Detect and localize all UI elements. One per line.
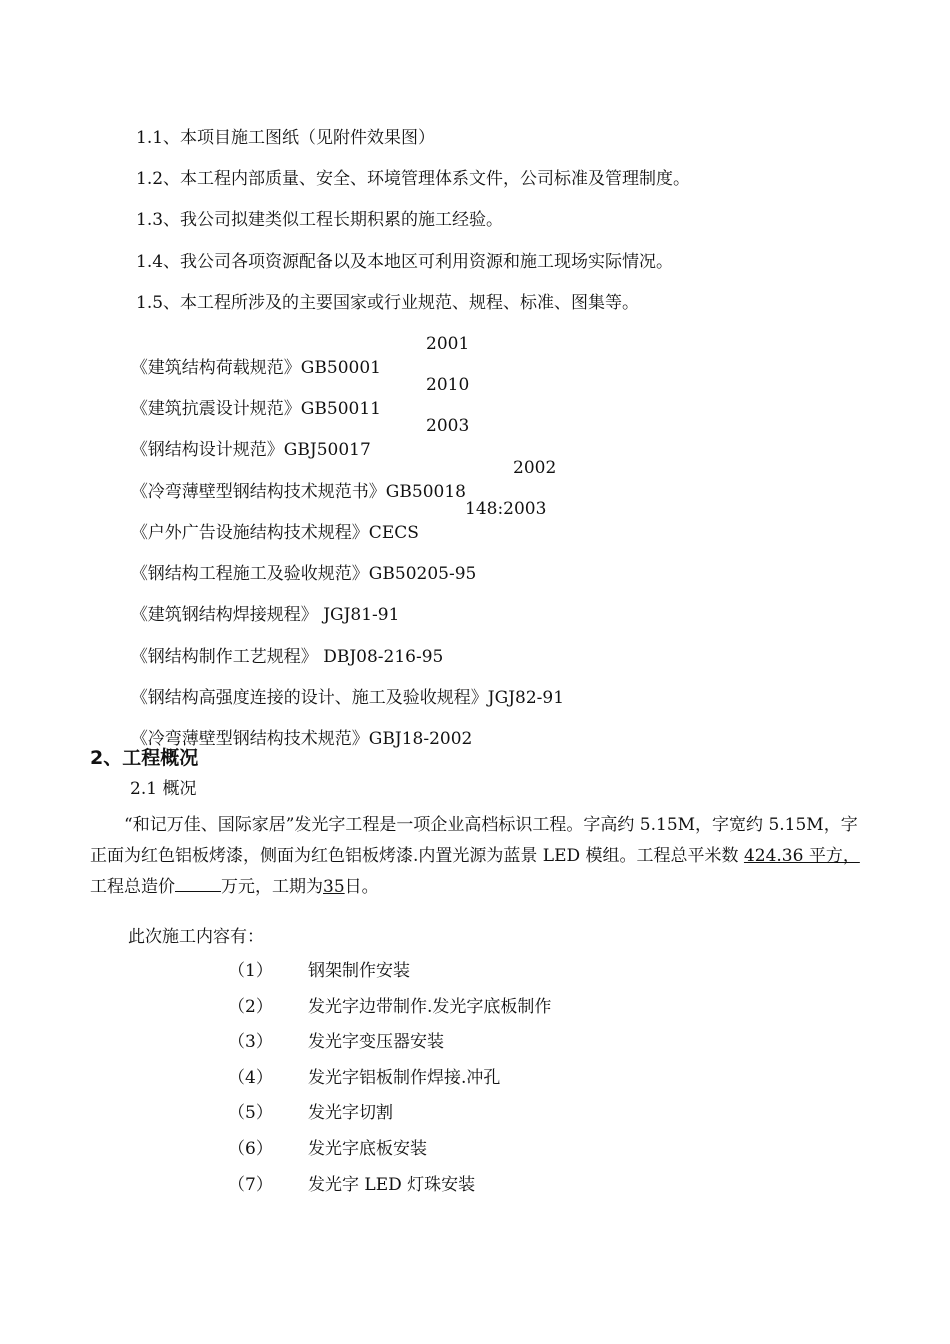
standard-name: 《户外广告设施结构技术规程》CECS: [130, 523, 419, 543]
duration-value: 35: [323, 877, 345, 897]
basis-line-3: 1.3、我公司拟建类似工程长期积累的施工经验。: [136, 210, 504, 230]
standard-name: 《建筑钢结构焊接规程》 JGJ81-91: [130, 605, 400, 625]
cost-label: 工程总造价: [90, 877, 175, 897]
standard-name: 《钢结构工程施工及验收规范》GB50205-95: [130, 564, 477, 584]
standard-year: 2003: [426, 416, 470, 436]
overview-paragraph: [90, 810, 865, 903]
standard-name: 《钢结构制作工艺规程》 DBJ08-216-95: [130, 647, 444, 667]
basis-line-5: 1.5、本工程所涉及的主要国家或行业规范、规程、标准、图集等。: [136, 293, 640, 313]
standard-name: 《钢结构高强度连接的设计、施工及验收规程》JGJ82-91: [130, 688, 565, 708]
item-text: 发光字变压器安装: [308, 1032, 444, 1052]
item-number: （4）: [228, 1068, 273, 1088]
item-text: 发光字铝板制作焊接.冲孔: [308, 1068, 501, 1088]
basis-line-1: 1.1、本项目施工图纸（见附件效果图）: [136, 128, 436, 148]
standard-item: [120, 703, 472, 751]
standard-name: 《钢结构设计规范》GBJ50017: [130, 440, 371, 460]
scope-intro: 此次施工内容有：: [128, 927, 264, 947]
overview-text: “和记万佳、国际家居”发光字工程是一项企业高档标识工程。字高约 5.15M，字宽约 5.15M，字正面为红色铝板烤漆，侧面为红色铝板烤漆.内置光源为蓝景 LED 模组。工程总平米数: [90, 815, 858, 866]
list-item: [228, 1173, 476, 1245]
item-text: 钢架制作安装: [308, 961, 410, 981]
cost-blank: [175, 874, 221, 892]
basis-line-4: 1.4、我公司各项资源配备以及本地区可利用资源和施工现场实际情况。: [136, 252, 674, 272]
standard-name: 《冷弯薄壁型钢结构技术规范书》GB50018: [130, 482, 466, 502]
standard-item: [120, 414, 470, 462]
subsection-title: 2.1 概况: [130, 779, 197, 799]
area-value: 424.36 平方，: [743, 846, 860, 866]
item-number: （1）: [228, 961, 273, 981]
duration-unit: 日。: [344, 877, 379, 897]
item-number: （6）: [228, 1139, 273, 1159]
standard-item: [120, 579, 399, 627]
standard-name: 《建筑结构荷载规范》GB50001: [130, 358, 381, 378]
standard-year: 2001: [426, 334, 470, 354]
standard-year: 2010: [426, 375, 470, 395]
standard-year: 148:2003: [465, 499, 547, 519]
item-number: （7）: [228, 1175, 273, 1195]
duration-label: 万元，工期为: [221, 877, 323, 897]
basis-line-2: 1.2、本工程内部质量、安全、环境管理体系文件，公司标准及管理制度。: [136, 169, 691, 189]
item-text: 发光字底板安装: [308, 1139, 427, 1159]
standard-name: 《建筑抗震设计规范》GB50011: [130, 399, 381, 419]
standard-name: 《冷弯薄壁型钢结构技术规范》GBJ18-2002: [130, 729, 473, 749]
standard-year: 2002: [513, 458, 557, 478]
item-number: （5）: [228, 1103, 273, 1123]
item-number: （2）: [228, 997, 273, 1017]
item-text: 发光字 LED 灯珠安装: [308, 1175, 476, 1195]
item-number: （3）: [228, 1032, 273, 1052]
section-heading: 2、工程概况: [90, 747, 199, 769]
item-text: 发光字边带制作.发光字底板制作: [308, 997, 552, 1017]
item-text: 发光字切割: [308, 1103, 393, 1123]
